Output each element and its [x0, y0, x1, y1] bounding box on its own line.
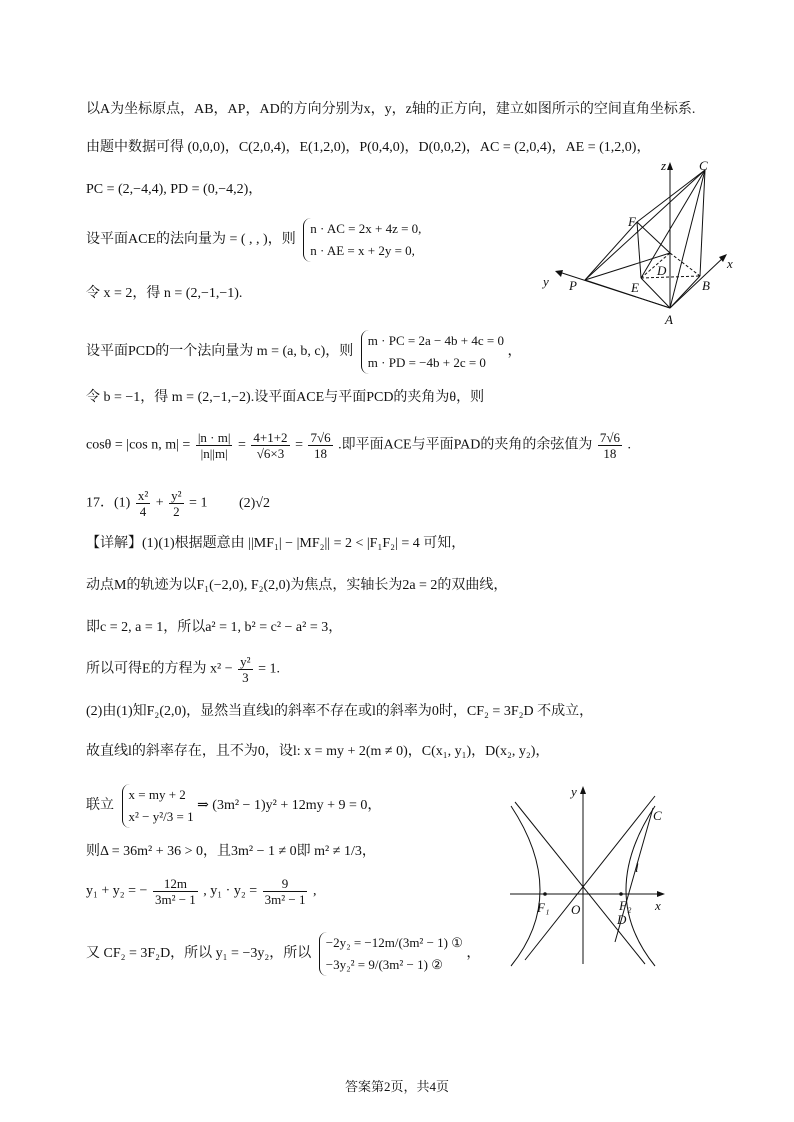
- label-D-2: D: [617, 912, 627, 927]
- line-7: 令 b = −1，得 m = (2,−1,−2).设平面ACE与平面PCD的夹角为θ，则: [86, 390, 485, 405]
- cos-eq-2: =: [295, 437, 303, 453]
- line-8: [86, 430, 631, 461]
- system-y2-eq1: −2y₂ = −12m/(3m² − 1) ①: [325, 935, 463, 950]
- line-3: PC = (2,−4,4), PD = (0,−4,2)，: [86, 182, 263, 197]
- line-11: 动点M的轨迹为以F₁(−2,0), F₂(2,0)为焦点，实轴长为2a = 2的双曲线，: [86, 578, 508, 593]
- label-D: D: [657, 263, 667, 278]
- vieta-prod: , y₁ · y₂ =: [203, 883, 258, 899]
- line-13: [86, 654, 280, 685]
- system-ace-eq1: n · AC = 2x + 4z = 0,: [310, 221, 422, 236]
- cos-frac-4: $\frac{7√6}{18}$: [599, 430, 620, 461]
- page-footer: 答案第2页，共4页: [344, 1079, 449, 1094]
- line-6-tail: ，: [507, 344, 522, 360]
- line-2: 由题中数据可得 (0,0,0)，C(2,0,4)，E(1,2,0)，P(0,4,0)，D(0,0,2)，AC = (2,0,4)，AE = (1,2,0)，: [86, 140, 651, 155]
- line-19-text: 又 CF₂ = 3F₂D，所以 y₁ = −3y₂，所以: [86, 946, 312, 962]
- label-A: A: [665, 312, 673, 327]
- line-5: 令 x = 2，得 n = (2,−1,−1).: [86, 286, 243, 301]
- x-axis: [670, 256, 725, 308]
- label-O: O: [571, 902, 581, 917]
- line-15: 故直线l的斜率存在，且不为0，设l: x = my + 2(m ≠ 0)，C(x₁, y₁)，D(x₂, y₂)，: [86, 744, 550, 759]
- line-16: [86, 784, 381, 828]
- line-19-tail: ，: [466, 946, 481, 962]
- system-pcd-eq1: m · PC = 2a − 4b + 4c = 0: [367, 333, 504, 348]
- line-4-text: 设平面ACE的法向量为 = ( , , )，则: [86, 232, 296, 248]
- asymptote-2: [515, 802, 645, 964]
- line-16-text: 联立: [86, 798, 114, 814]
- line-19: [86, 932, 480, 976]
- system-ace: [303, 218, 421, 262]
- hyperbola-right: [626, 806, 655, 966]
- label-x: x: [727, 256, 733, 271]
- system-pcd-eq2: m · PD = −4b + 2c = 0: [367, 355, 486, 370]
- line-12: 即c = 2, a = 1，所以a² = 1, b² = c² − a² = 3，: [86, 620, 343, 635]
- system-y2-eq2: −3y₂² = 9/(3m² − 1) ②: [325, 957, 443, 972]
- label-y: y: [543, 274, 549, 289]
- line-6: [86, 330, 522, 374]
- label-C-2: C: [653, 808, 662, 823]
- cos-frac-3: $\frac{7√6}{18}$: [310, 430, 331, 461]
- label-F1: F₁: [537, 900, 550, 915]
- label-l: l: [635, 860, 639, 875]
- line-14: (2)由(1)知F₂(2,0)，显然当直线l的斜率不存在或l的斜率为0时，CF₂ = 3F₂D 不成立，: [86, 704, 594, 719]
- hyperbola-figure: [505, 782, 680, 972]
- cos-period: .: [627, 437, 631, 453]
- line-13-tail: = 1.: [258, 661, 280, 677]
- label-F: F: [628, 214, 636, 229]
- label-F2: F₂: [619, 898, 632, 913]
- vieta-comma: ,: [312, 883, 317, 899]
- ans-plus: +: [155, 495, 164, 511]
- system-line-hyperbola: [122, 784, 194, 828]
- q17-label: 17．(1): [86, 495, 131, 511]
- label-y-2: y: [571, 784, 577, 799]
- vieta-frac-2: $\frac{9}{\text{3m² − 1}}$: [264, 876, 306, 907]
- line-1: 以A为坐标原点，AB，AP，AD的方向分别为x，y，z轴的正方向，建立如图所示的空间直角坐标系.: [86, 102, 696, 117]
- system-ace-eq2: n · AE = x + 2y = 0,: [310, 243, 415, 258]
- label-B: B: [702, 278, 710, 293]
- vieta-frac-1: $\frac{12m}{\text{3m² − 1}}$: [154, 876, 196, 907]
- line-6-text: 设平面PCD的一个法向量为 m = (a, b, c)，则: [86, 344, 354, 360]
- vieta-sum: y₁ + y₂ = −: [86, 883, 148, 899]
- line-18: [86, 876, 316, 907]
- label-E: E: [631, 280, 639, 295]
- system-pcd: [361, 330, 504, 374]
- ans-frac-x: $\frac{\text{x²}}{4}$: [137, 488, 149, 519]
- system-lh-eq1: x = my + 2: [128, 787, 186, 802]
- cos-lhs: cosθ = |cos n, m| =: [86, 437, 191, 453]
- cos-conclusion: .即平面ACE与平面PAD的夹角的余弦值为: [338, 437, 593, 453]
- ans-frac-y: $\frac{\text{y²}}{2}$: [171, 488, 182, 519]
- line-4: [86, 218, 421, 262]
- eq-frac-y: $\frac{\text{y²}}{3}$: [240, 654, 251, 685]
- line-13-text: 所以可得E的方程为 x² −: [86, 661, 233, 677]
- solid-figure: [535, 158, 745, 328]
- hyperbola-left: [511, 806, 540, 966]
- label-x-2: x: [655, 898, 661, 913]
- cos-frac-1: $\frac{|n \cdot m|}{|n||m|}$: [197, 430, 231, 461]
- system-lh-eq2: x² − y²/3 = 1: [128, 809, 194, 824]
- label-P: P: [569, 278, 577, 293]
- label-C: C: [699, 158, 708, 173]
- ans-part2: (2)√2: [238, 495, 270, 511]
- line-16-tail: ⇒ (3m² − 1)y² + 12my + 9 = 0，: [197, 798, 382, 814]
- ans-eq: = 1: [189, 495, 208, 511]
- label-z: z: [661, 158, 667, 173]
- cos-frac-2: $\frac{4+1+2}{√6\times 3}$: [253, 430, 288, 461]
- line-9: [86, 488, 270, 519]
- cos-eq-1: =: [237, 437, 246, 453]
- line-10: 【详解】(1)(1)根据题意由 ||MF₁| − |MF₂|| = 2 < |F₁F₂| = 4 可知，: [86, 536, 466, 551]
- system-y2: [319, 932, 463, 976]
- line-17: 则Δ = 36m² + 36 > 0，且3m² − 1 ≠ 0即 m² ≠ 1/3，: [86, 844, 376, 859]
